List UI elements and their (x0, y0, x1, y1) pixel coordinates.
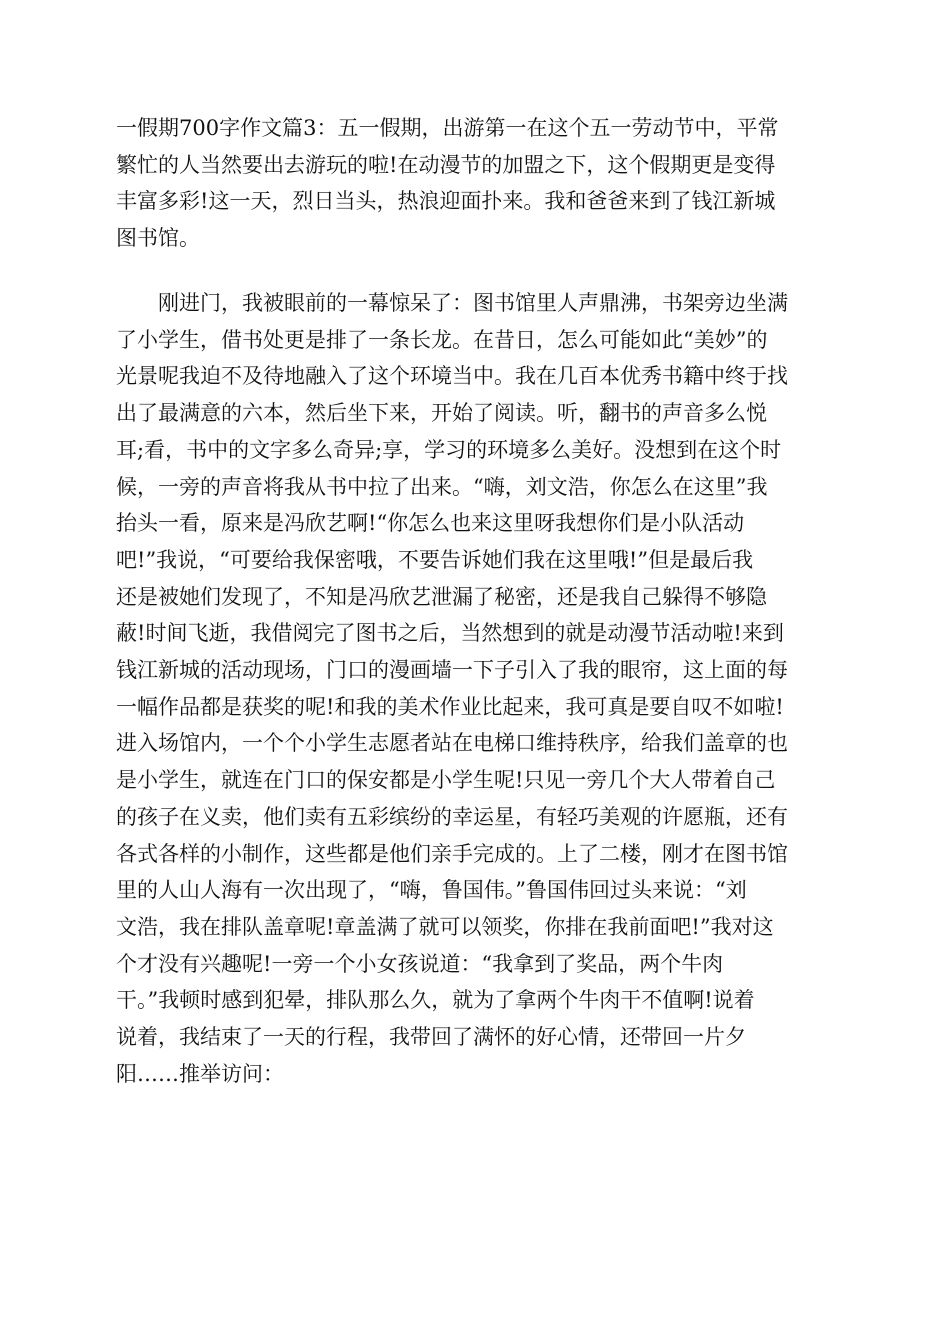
paragraph-line: 繁忙的人当然要出去游玩的啦!在动漫节的加盟之下，这个假期更是变得 (116, 152, 776, 177)
paragraph-line: 阳……推举访问： (116, 1061, 284, 1086)
paragraph-line: 一幅作品都是获奖的呢!和我的美术作业比起来，我可真是要自叹不如啦! (116, 694, 784, 719)
paragraph-line: 各式各样的小制作，这些都是他们亲手完成的。上了二楼，刚才在图书馆 (116, 841, 788, 866)
paragraph-line: 进入场馆内，一个个小学生志愿者站在电梯口维持秩序，给我们盖章的也 (116, 731, 788, 756)
paragraph-line: 耳;看，书中的文字多么奇异;享，学习的环境多么美好。没想到在这个时 (116, 437, 782, 462)
paragraph-line: 抬头一看，原来是冯欣艺啊!“你怎么也来这里呀我想你们是小队活动 (116, 511, 745, 536)
paragraph-line: 个才没有兴趣呢!一旁一个小女孩说道：“我拿到了奖品，两个牛肉 (116, 951, 724, 976)
paragraph-line: 说着，我结束了一天的行程，我带回了满怀的好心情，还带回一片夕 (116, 1025, 746, 1050)
paragraph-line: 是小学生，就连在门口的保安都是小学生呢!只见一旁几个大人带着自己 (116, 768, 776, 793)
paragraph-2 (116, 285, 836, 1092)
paragraph-line: 了小学生，借书处更是排了一条长龙。在昔日，怎么可能如此“美妙”的 (116, 327, 768, 352)
paragraph-line: 图书馆。 (116, 226, 200, 251)
paragraph-line: 出了最满意的六本，然后坐下来，开始了阅读。听，翻书的声音多么悦 (116, 401, 767, 426)
paragraph-line: 里的人山人海有一次出现了，“嗨，鲁国伟。”鲁国伟回过头来说：“刘 (116, 878, 747, 903)
paragraph-1 (116, 110, 836, 257)
paragraph-line: 丰富多彩!这一天，烈日当头，热浪迎面扑来。我和爸爸来到了钱江新城 (116, 189, 776, 214)
paragraph-line: 候，一旁的声音将我从书中拉了出来。“嗨，刘文浩，你怎么在这里”我 (116, 474, 768, 499)
paragraph-line: 蔽!时间飞逝，我借阅完了图书之后，当然想到的就是动漫节活动啦!来到 (116, 621, 784, 646)
paragraph-line: 刚进门，我被眼前的一幕惊呆了：图书馆里人声鼎沸，书架旁边坐满 (158, 291, 788, 315)
paragraph-line: 光景呢我迫不及待地融入了这个环境当中。我在几百本优秀书籍中终于找 (116, 364, 788, 389)
paragraph-line: 吧!”我说，“可要给我保密哦，不要告诉她们我在这里哦!”但是最后我 (116, 547, 754, 572)
paragraph-line: 一假期700字作文篇3：五一假期，出游第一在这个五一劳动节中，平常 (116, 116, 779, 140)
paragraph-line: 文浩，我在排队盖章呢!章盖满了就可以领奖，你排在我前面吧!”我对这 (116, 914, 774, 939)
paragraph-line: 还是被她们发现了，不知是冯欣艺泄漏了秘密，还是我自己躲得不够隐 (116, 584, 767, 609)
paragraph-line: 干。”我顿时感到犯晕，排队那么久，就为了拿两个牛肉干不值啊!说着 (116, 988, 755, 1013)
paragraph-line: 的孩子在义卖，他们卖有五彩缤纷的幸运星，有轻巧美观的许愿瓶，还有 (116, 804, 788, 829)
paragraph-line: 钱江新城的活动现场，门口的漫画墙一下子引入了我的眼帘，这上面的每 (116, 658, 788, 683)
